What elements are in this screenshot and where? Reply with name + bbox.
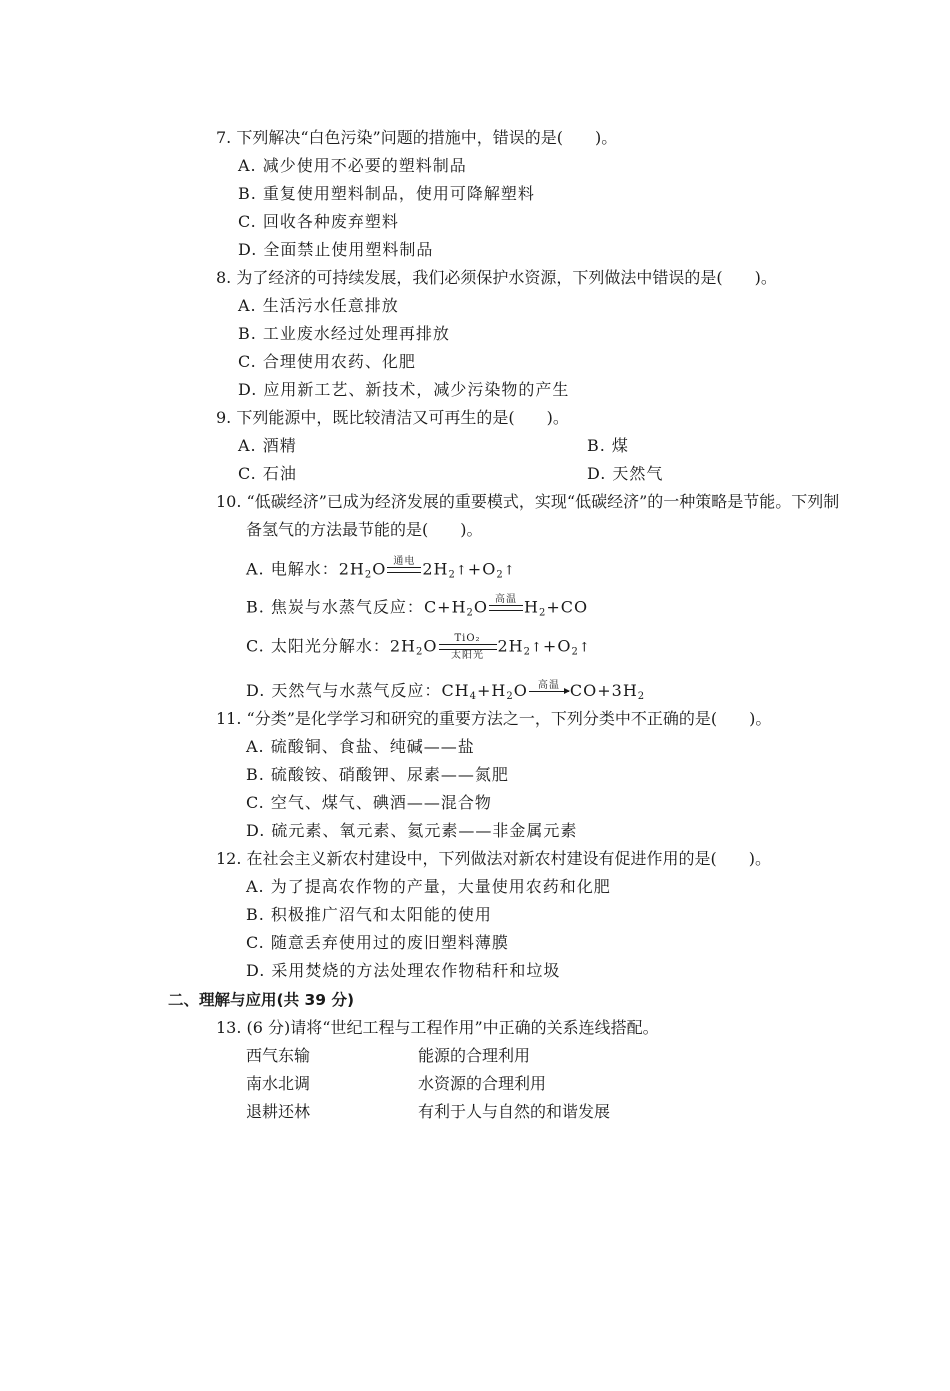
q10-option-a: A. 电解水：$2H_2O$ 通电 $2H_2↑+O_2↑$ — [246, 556, 516, 587]
q13-stem: 13. (6 分)请将“世纪工程与工程作用”中正确的关系连线搭配。 — [216, 1018, 659, 1037]
q13-right-item: 水资源的合理利用 — [418, 1074, 547, 1093]
q10-option-d-condition — [529, 680, 569, 703]
q9-option-a: A. 酒精 — [238, 436, 297, 455]
q13-left-item: 南水北调 — [246, 1074, 311, 1093]
q10-stem-line2: 备氢气的方法最节能的是( )。 — [246, 520, 483, 539]
q11-option-c: C. 空气、煤气、碘酒——混合物 — [246, 793, 492, 812]
q10-option-c-condition — [439, 633, 497, 661]
q13-right-item: 有利于人与自然的和谐发展 — [418, 1102, 611, 1121]
q9-option-d: D. 天然气 — [587, 464, 664, 483]
q13-right-item: 能源的合理利用 — [418, 1046, 531, 1065]
q10-option-b-label: B. 焦炭与水蒸气反应： — [246, 597, 424, 617]
q10-option-b-condition — [489, 594, 523, 622]
q7-option-c: C. 回收各种废弃塑料 — [238, 212, 399, 231]
section-2-title: 二、理解与应用(共 39 分) — [168, 991, 355, 1009]
q10-option-c: C. 太阳光分解水：$2H_2O$ TiO₂ 太阳光 $2H_2↑+O_2↑$ — [246, 633, 591, 661]
q8-option-c: C. 合理使用农药、化肥 — [238, 352, 416, 371]
q8-option-d: D. 应用新工艺、新技术，减少污染物的产生 — [238, 380, 570, 399]
q10-option-b: B. 焦炭与水蒸气反应：$C+H_2O$ 高温 $H_2+CO$ — [246, 594, 588, 625]
q9-option-c: C. 石油 — [238, 464, 297, 483]
q7-stem: 7. 下列解决“白色污染”问题的措施中，错误的是( )。 — [216, 128, 618, 147]
q10-option-a-condition-text: 通电 — [393, 556, 416, 567]
q8-option-a: A. 生活污水任意排放 — [238, 296, 399, 315]
q10-option-a-label: A. 电解水： — [246, 559, 339, 579]
q10-stem-line1: 10. “低碳经济”已成为经济发展的重要模式，实现“低碳经济”的一种策略是节能。下列制 — [216, 492, 840, 511]
q11-stem: 11. “分类”是化学学习和研究的重要方法之一，下列分类中不正确的是( )。 — [216, 709, 772, 728]
q10-option-b-condition-text: 高温 — [495, 594, 518, 605]
q7-option-d: D. 全面禁止使用塑料制品 — [238, 240, 434, 259]
q10-option-d-label: D. 天然气与水蒸气反应： — [246, 681, 442, 700]
q13-left-item: 西气东输 — [246, 1046, 311, 1065]
q7-option-b: B. 重复使用塑料制品，使用可降解塑料 — [238, 184, 535, 203]
q11-option-b: B. 硫酸铵、硝酸钾、尿素——氮肥 — [246, 765, 509, 784]
q12-option-d: D. 采用焚烧的方法处理农作物秸秆和垃圾 — [246, 961, 561, 980]
q8-stem: 8. 为了经济的可持续发展，我们必须保护水资源，下列做法中错误的是( )。 — [216, 268, 777, 287]
q8-option-b: B. 工业废水经过处理再排放 — [238, 324, 450, 343]
q10-option-a-condition — [387, 556, 421, 584]
q10-option-d: D. 天然气与水蒸气反应：$CH_4+H_2O$ 高温 $CO+3H_2$ — [246, 680, 646, 702]
q10-option-c-condition-bottom: 太阳光 — [451, 650, 484, 661]
q9-stem: 9. 下列能源中，既比较清洁又可再生的是( )。 — [216, 408, 569, 427]
q12-option-a: A. 为了提高农作物的产量，大量使用农药和化肥 — [246, 877, 611, 896]
q11-option-d: D. 硫元素、氧元素、氦元素——非金属元素 — [246, 821, 578, 840]
q10-option-c-condition-top: TiO₂ — [454, 633, 481, 644]
q7-option-a: A. 减少使用不必要的塑料制品 — [238, 156, 467, 175]
q12-option-b: B. 积极推广沼气和太阳能的使用 — [246, 905, 492, 924]
q12-option-c: C. 随意丢弃使用过的废旧塑料薄膜 — [246, 933, 509, 952]
q13-left-item: 退耕还林 — [246, 1102, 311, 1121]
q10-option-c-label: C. 太阳光分解水： — [246, 636, 390, 656]
q11-option-a: A. 硫酸铜、食盐、纯碱——盐 — [246, 737, 475, 756]
q9-option-b: B. 煤 — [587, 436, 629, 455]
q10-option-d-condition-text: 高温 — [537, 680, 560, 691]
q12-stem: 12. 在社会主义新农村建设中，下列做法对新农村建设有促进作用的是( )。 — [216, 849, 772, 868]
